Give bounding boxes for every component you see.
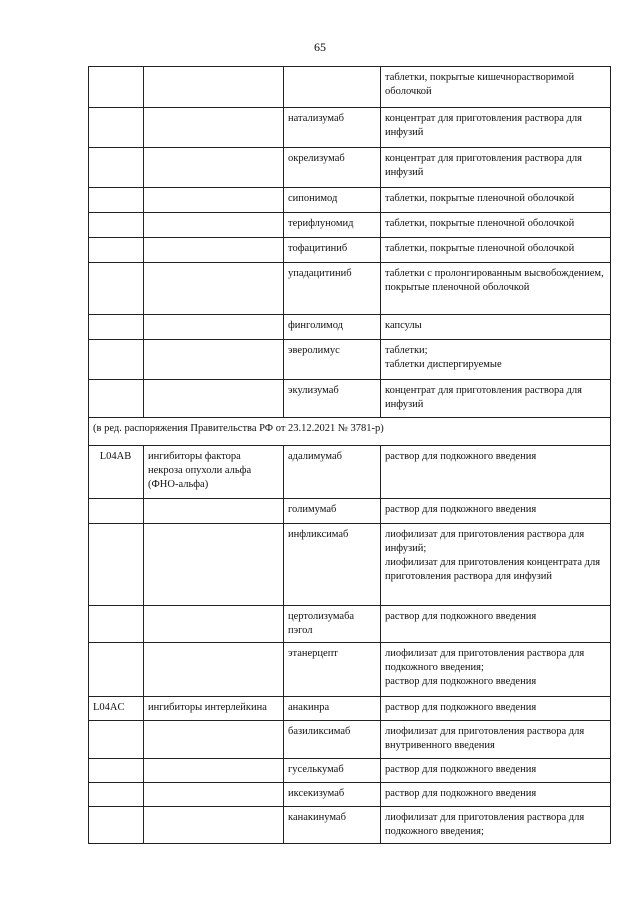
atc-code-cell [89,759,144,783]
dosage-form-line: таблетки диспергируемые [385,359,502,370]
table-row [89,380,611,418]
drug-name-cell: эверолимус [284,340,381,380]
group-cell [144,315,284,340]
atc-code-cell [89,783,144,807]
atc-code-cell [89,108,144,148]
dosage-form-cell [381,524,611,606]
drug-name-cell: голимумаб [284,499,381,524]
table-row [89,238,611,263]
dosage-form-line: концентрат для приготовления раствора для инфузий [385,153,582,178]
group-cell: ингибиторы фактора некроза опухоли альфа (ФНО-альфа) [144,446,284,499]
group-cell [144,263,284,315]
drug-name-cell: инфликсимаб [284,524,381,606]
dosage-form-cell [381,108,611,148]
dosage-form-line: лиофилизат для приготовления раствора для внутривенного введения [385,726,585,751]
table-row [89,148,611,188]
drug-name-cell: канакинумаб [284,807,381,844]
drug-name-cell: окрелизумаб [284,148,381,188]
dosage-form-cell [381,783,611,807]
group-cell [144,67,284,108]
dosage-form-line: концентрат для приготовления раствора для инфузий [385,113,582,138]
drug-name-cell [284,67,381,108]
atc-code-cell [89,606,144,643]
dosage-form-line: раствор для подкожного введения [385,611,537,622]
table-row [89,188,611,213]
dosage-form-line: капсулы [385,320,422,331]
drug-name-cell: этанерцепт [284,643,381,697]
table-row [89,340,611,380]
dosage-form-cell [381,721,611,759]
atc-code-cell: L04AB [89,446,144,499]
drug-name-cell: терифлуномид [284,213,381,238]
group-cell [144,524,284,606]
group-cell [144,783,284,807]
dosage-form-line: раствор для подкожного введения [385,504,537,515]
table-row [89,606,611,643]
group-cell [144,807,284,844]
dosage-form-line: лиофилизат для приготовления концентрата для приготовления раствора для инфузий [385,557,601,582]
drug-name-cell: адалимумаб [284,446,381,499]
table-row [89,697,611,721]
atc-code-cell [89,188,144,213]
dosage-form-cell [381,315,611,340]
dosage-form-line: таблетки, покрытые пленочной оболочкой [385,193,575,204]
table-row [89,759,611,783]
atc-code-cell: L04AC [89,697,144,721]
dosage-form-line: раствор для подкожного введения [385,764,537,775]
dosage-form-cell [381,213,611,238]
atc-code-cell [89,524,144,606]
table-row [89,263,611,315]
group-cell [144,499,284,524]
drug-name-cell: анакинра [284,697,381,721]
drug-name-cell: базиликсимаб [284,721,381,759]
group-cell [144,238,284,263]
dosage-form-line: раствор для подкожного введения [385,788,537,799]
group-cell: ингибиторы интерлейкина [144,697,284,721]
group-cell [144,148,284,188]
dosage-form-cell [381,807,611,844]
atc-code-cell [89,238,144,263]
drug-name-cell: цертолизумаба пэгол [284,606,381,643]
dosage-form-cell [381,148,611,188]
atc-code-cell [89,380,144,418]
table-row [89,446,611,499]
dosage-form-cell [381,697,611,721]
table-row [89,524,611,606]
atc-code-cell [89,807,144,844]
group-cell [144,340,284,380]
table-row [89,643,611,697]
dosage-form-line: таблетки; [385,345,428,356]
drug-table [88,66,611,844]
dosage-form-cell [381,759,611,783]
dosage-form-line: раствор для подкожного введения [385,676,537,687]
atc-code-cell [89,213,144,238]
dosage-form-cell [381,238,611,263]
table-row [89,783,611,807]
table-row [89,721,611,759]
drug-name-cell: упадацитиниб [284,263,381,315]
drug-name-cell: финголимод [284,315,381,340]
page-number: 65 [314,40,326,54]
atc-code-cell [89,499,144,524]
dosage-form-cell [381,340,611,380]
group-cell [144,213,284,238]
table-row [89,213,611,238]
amendment-note-row [89,418,611,446]
group-cell [144,606,284,643]
dosage-form-cell [381,380,611,418]
dosage-form-line: таблетки с пролонгированным высвобождением, покрытые пленочной оболочкой [385,268,604,293]
dosage-form-line: лиофилизат для приготовления раствора для подкожного введения; [385,648,585,673]
dosage-form-line: таблетки, покрытые пленочной оболочкой [385,218,575,229]
dosage-form-line: лиофилизат для приготовления раствора для подкожного введения; [385,812,585,837]
dosage-form-cell [381,263,611,315]
dosage-form-line: раствор для подкожного введения [385,702,537,713]
drug-name-cell: тофацитиниб [284,238,381,263]
table-row [89,807,611,844]
atc-code-cell [89,315,144,340]
table-row [89,499,611,524]
dosage-form-cell [381,643,611,697]
drug-name-cell: натализумаб [284,108,381,148]
group-cell [144,643,284,697]
dosage-form-cell [381,499,611,524]
atc-code-cell [89,721,144,759]
drug-name-cell: экулизумаб [284,380,381,418]
drug-name-cell: гуселькумаб [284,759,381,783]
dosage-form-cell [381,606,611,643]
dosage-form-cell [381,446,611,499]
dosage-form-line: концентрат для приготовления раствора для инфузий [385,385,582,410]
atc-code-cell [89,148,144,188]
table-row [89,108,611,148]
dosage-form-line: лиофилизат для приготовления раствора для инфузий; [385,529,585,554]
table-row [89,315,611,340]
drug-name-cell: сипонимод [284,188,381,213]
dosage-form-line: таблетки, покрытые кишечнорастворимой оболочкой [385,72,575,97]
dosage-form-line: раствор для подкожного введения [385,451,537,462]
amendment-note: (в ред. распоряжения Правительства РФ от 23.12.2021 № 3781-р) [89,418,611,446]
group-cell [144,108,284,148]
atc-code-cell [89,67,144,108]
dosage-form-cell [381,188,611,213]
table-row [89,67,611,108]
group-cell [144,188,284,213]
atc-code-cell [89,263,144,315]
atc-code-cell [89,340,144,380]
group-cell [144,380,284,418]
dosage-form-cell [381,67,611,108]
atc-code-cell [89,643,144,697]
group-cell [144,759,284,783]
drug-name-cell: иксекизумаб [284,783,381,807]
group-cell [144,721,284,759]
dosage-form-line: таблетки, покрытые пленочной оболочкой [385,243,575,254]
